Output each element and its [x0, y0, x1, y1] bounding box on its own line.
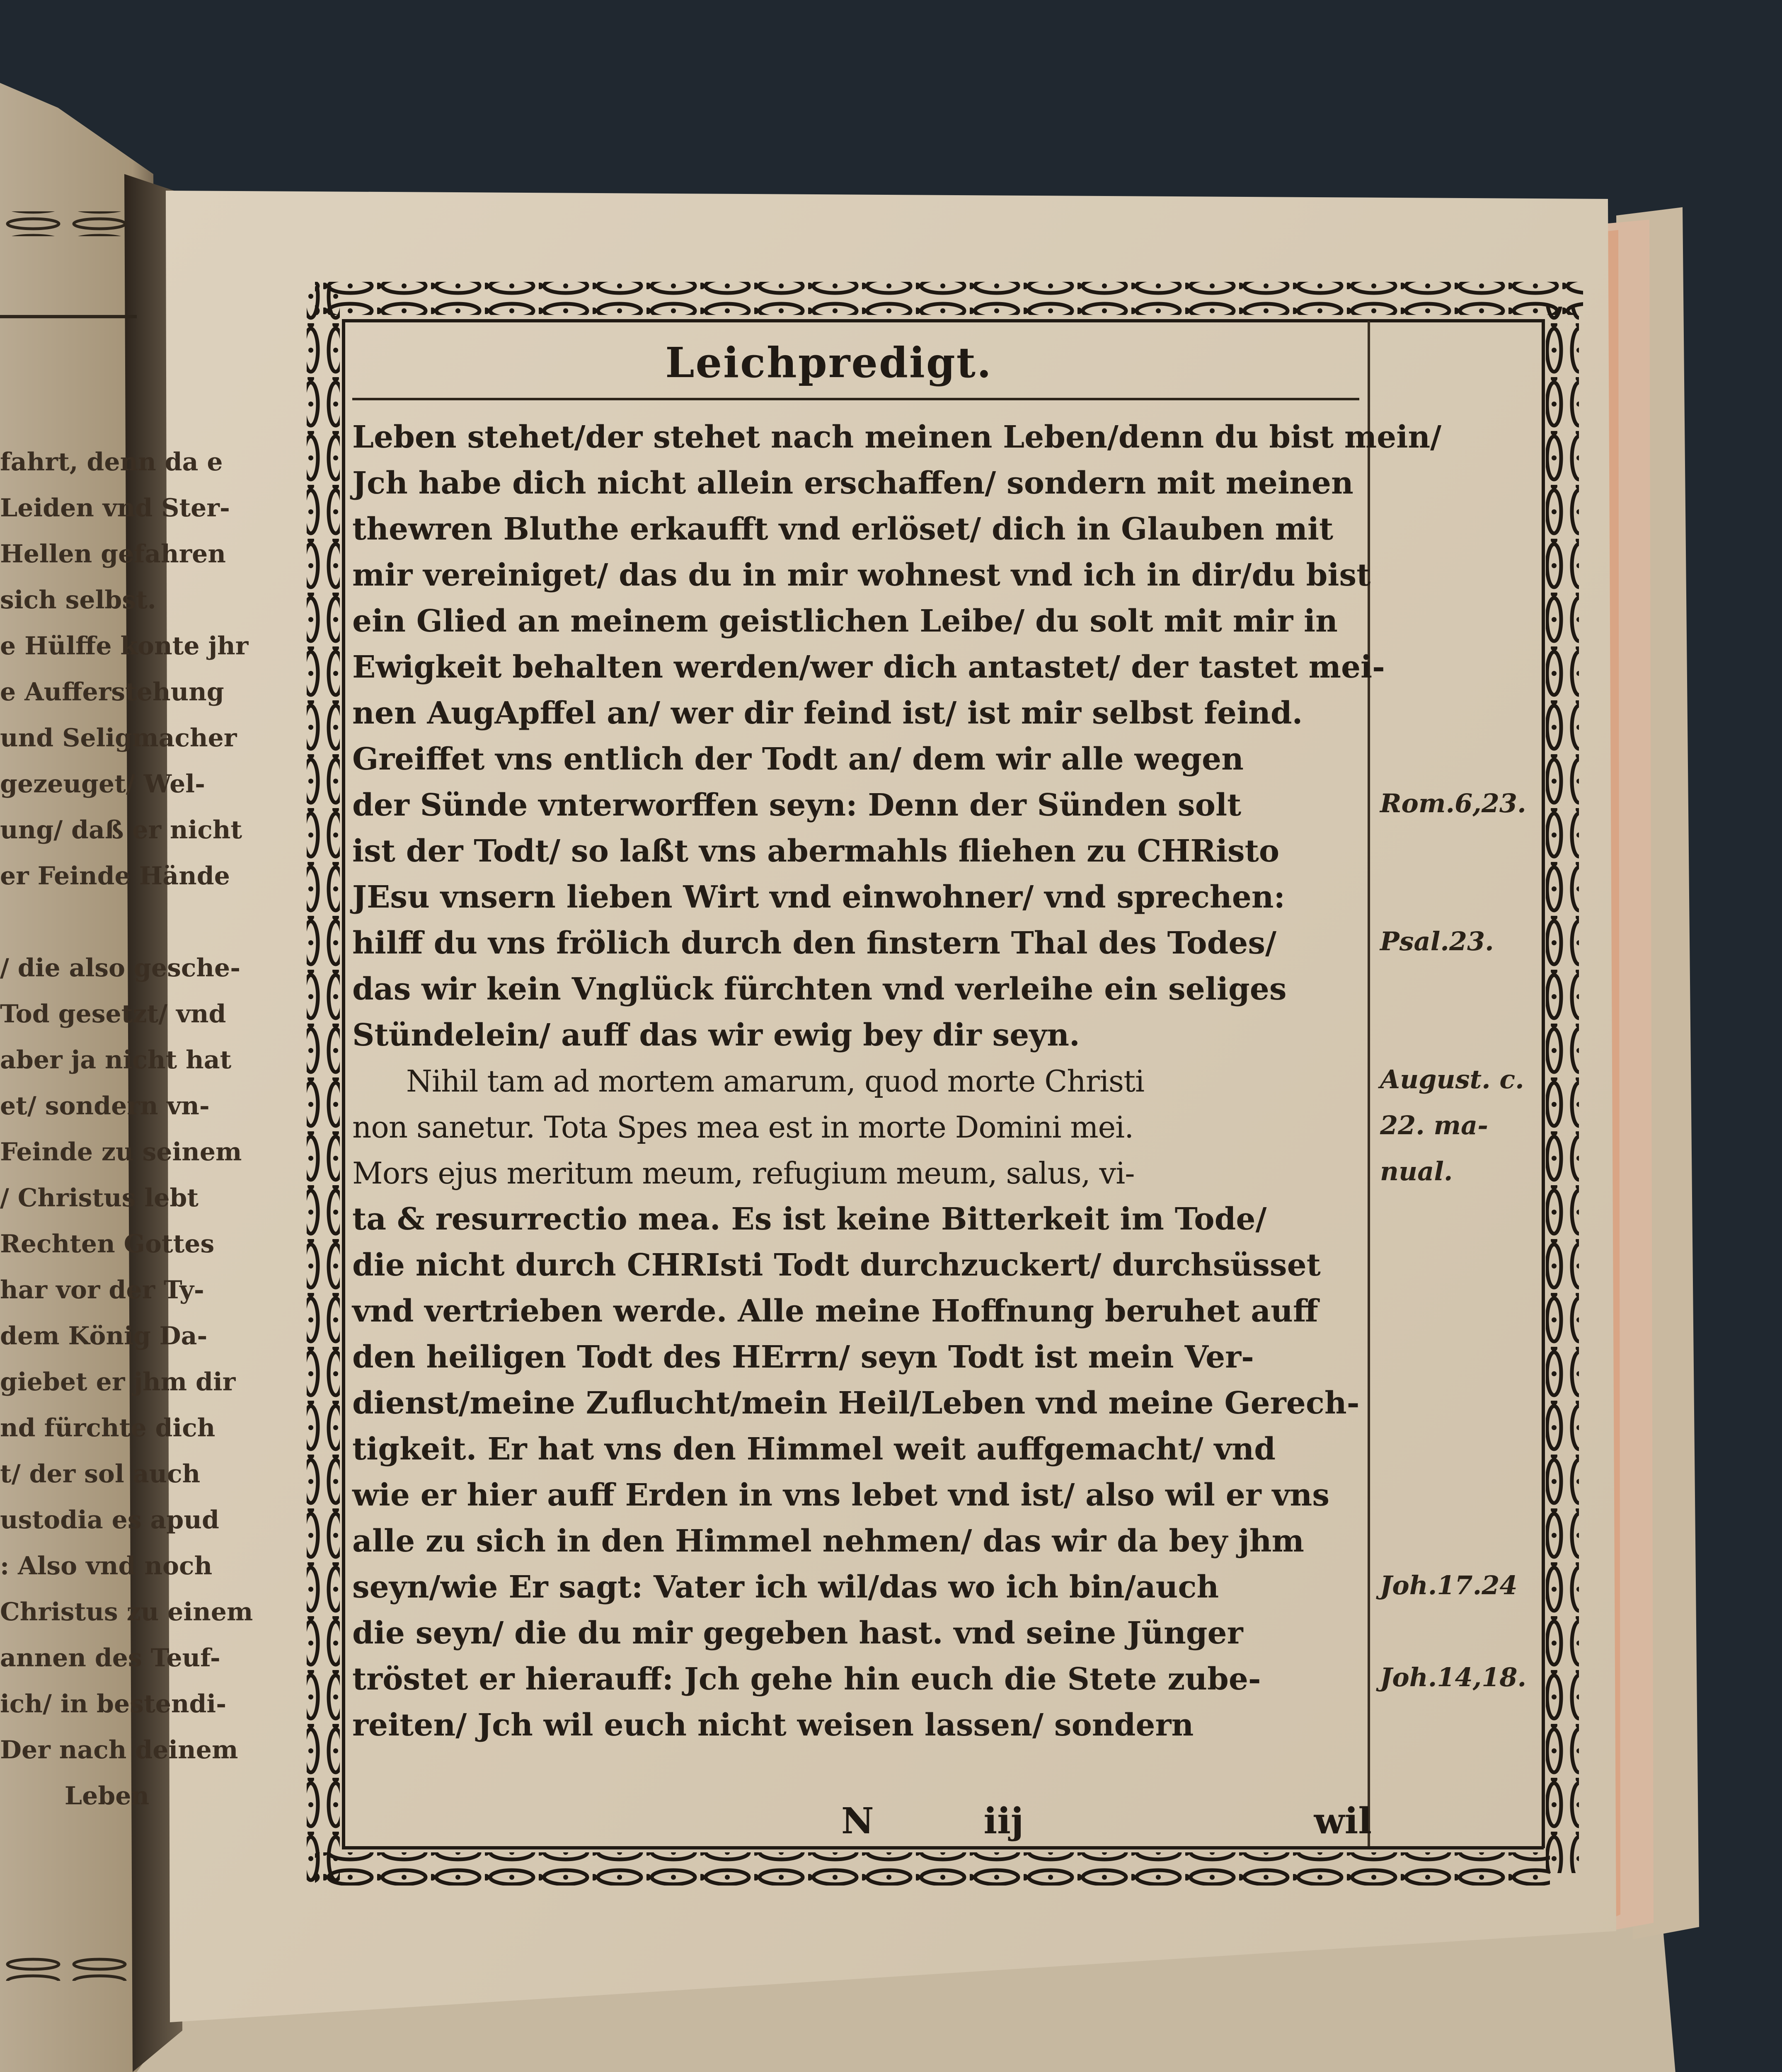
- text-line: JEsu vnsern lieben Wirt vnd einwohner/ vnd sprechen:: [352, 879, 1285, 915]
- left-page-text: [0, 439, 253, 1890]
- text-line: die seyn/ die du mir gegeben hast. vnd seine Jünger: [352, 1615, 1243, 1651]
- left-page-line: Hellen gefahren: [0, 540, 226, 569]
- text-line: seyn/wie Er sagt: Vater ich wil/das wo ich bin/auch: [352, 1569, 1219, 1605]
- margin-note: nual.: [1380, 1156, 1453, 1186]
- margin-note: Joh.17.24: [1380, 1570, 1518, 1600]
- text-line: nen AugApffel an/ wer dir feind ist/ ist mir selbst feind.: [352, 695, 1303, 731]
- margin-note: Rom.6,23.: [1380, 788, 1526, 818]
- text-line: Stündelein/ auff das wir ewig bey dir seyn.: [352, 1017, 1080, 1053]
- text-line: non sanetur. Tota Spes mea est in morte Domini mei.: [352, 1110, 1134, 1145]
- margin-note: Psal.23.: [1380, 926, 1494, 956]
- left-page-line: : Also vnd noch: [0, 1552, 213, 1581]
- left-page-line: er Feinde Hände: [0, 862, 230, 891]
- text-line: der Sünde vnterworffen seyn: Denn der Sünden solt: [352, 787, 1242, 823]
- left-page-line: ustodia es apud: [0, 1506, 219, 1535]
- margin-note: August. c.: [1380, 1064, 1524, 1094]
- left-page-line: fahrt, denn da e: [0, 448, 223, 477]
- text-line: die nicht durch CHRIsti Todt durchzuckert/ durchsüsset: [352, 1247, 1321, 1283]
- text-line: Greiffet vns entlich der Todt an/ dem wir alle wegen: [352, 741, 1244, 777]
- left-page-line: / Christus lebt: [0, 1184, 199, 1213]
- left-page-line: giebet er jhm dir: [0, 1368, 236, 1397]
- margin-note: Joh.14,18.: [1380, 1662, 1527, 1692]
- left-page-line: e Aufferstehung: [0, 678, 224, 707]
- text-line: wie er hier auff Erden in vns lebet vnd ist/ also wil er vns: [352, 1477, 1329, 1513]
- left-page-line: gezeuget/ Wel-: [0, 770, 205, 799]
- left-page-line: Leiden vnd Ster-: [0, 494, 230, 523]
- text-line: thewren Bluthe erkaufft vnd erlöset/ dich in Glauben mit: [352, 511, 1334, 547]
- text-line: reiten/ Jch wil euch nicht weisen lassen/ sondern: [352, 1707, 1194, 1743]
- left-page-line: aber ja nicht hat: [0, 1046, 232, 1075]
- left-page-line: Der nach deinem: [0, 1736, 238, 1765]
- text-line: mir vereiniget/ das du in mir wohnest vnd ich in dir/du bist: [352, 557, 1371, 593]
- left-page-line: Rechten Gottes: [0, 1230, 215, 1259]
- left-page-line: annen des Teuf-: [0, 1644, 220, 1673]
- left-page-line: nd fürchte dich: [0, 1414, 215, 1443]
- left-page-line: sich selbst.: [0, 586, 156, 615]
- text-line: Mors ejus meritum meum, refugium meum, salus, vi-: [352, 1156, 1135, 1191]
- left-page-line: / die also gesche-: [0, 954, 241, 983]
- left-page-line: et/ sondern vn-: [0, 1092, 210, 1121]
- left-page-line: Christus zu einem: [0, 1598, 253, 1627]
- left-page-line: Leben: [64, 1782, 149, 1811]
- signature-letter: N: [841, 1800, 874, 1842]
- left-page-line: e Hülffe konte jhr: [0, 632, 249, 661]
- text-line: den heiligen Todt des HErrn/ seyn Todt ist mein Ver-: [352, 1339, 1254, 1375]
- text-line: alle zu sich in den Himmel nehmen/ das wir da bey jhm: [352, 1523, 1304, 1559]
- text-line: tigkeit. Er hat vns den Himmel weit auffgemacht/ vnd: [352, 1431, 1276, 1467]
- left-page-line: ich/ in bestendi-: [0, 1690, 227, 1719]
- text-line: Jch habe dich nicht allein erschaffen/ sondern mit meinen: [352, 465, 1353, 501]
- left-page-line: und Seligmacher: [0, 724, 237, 753]
- text-line: vnd vertrieben werde. Alle meine Hoffnung beruhet auff: [352, 1293, 1318, 1329]
- left-page-line: ung/ daß er nicht: [0, 816, 242, 845]
- text-line: Leben stehet/der stehet nach meinen Leben/denn du bist mein/: [352, 419, 1442, 455]
- left-page-line: Feinde zu seinem: [0, 1138, 242, 1167]
- text-line: das wir kein Vnglück fürchten vnd verleihe ein seliges: [352, 971, 1287, 1007]
- text-line: hilff du vns frölich durch den finstern Thal des Todes/: [352, 925, 1277, 961]
- text-line: ist der Todt/ so laßt vns abermahls fliehen zu CHRisto: [352, 833, 1280, 869]
- running-header: Leichpredigt.: [665, 338, 993, 387]
- catchword: wil: [1314, 1800, 1372, 1842]
- text-line: dienst/meine Zuflucht/mein Heil/Leben vnd meine Gerech-: [352, 1385, 1360, 1421]
- left-page-line: dem König Da-: [0, 1322, 208, 1351]
- left-page-line: t/ der sol auch: [0, 1460, 201, 1489]
- left-page-line: Tod gesetzt/ vnd: [0, 1000, 226, 1029]
- signature-number: iij: [983, 1800, 1024, 1842]
- left-page-line: [0, 899, 149, 945]
- text-line: ta & resurrectio mea. Es ist keine Bitterkeit im Tode/: [352, 1201, 1267, 1237]
- left-page-line: har vor der Ty-: [0, 1276, 204, 1305]
- text-line: Ewigkeit behalten werden/wer dich antastet/ der tastet mei-: [352, 649, 1385, 685]
- text-line: ein Glied an meinem geistlichen Leibe/ du solt mit mir in: [352, 603, 1338, 639]
- margin-note: 22. ma-: [1380, 1110, 1488, 1140]
- text-line: tröstet er hierauff: Jch gehe hin euch die Stete zube-: [352, 1661, 1261, 1697]
- signature-mark: [841, 1798, 1024, 1844]
- text-line: Nihil tam ad mortem amarum, quod morte Christi: [406, 1064, 1145, 1099]
